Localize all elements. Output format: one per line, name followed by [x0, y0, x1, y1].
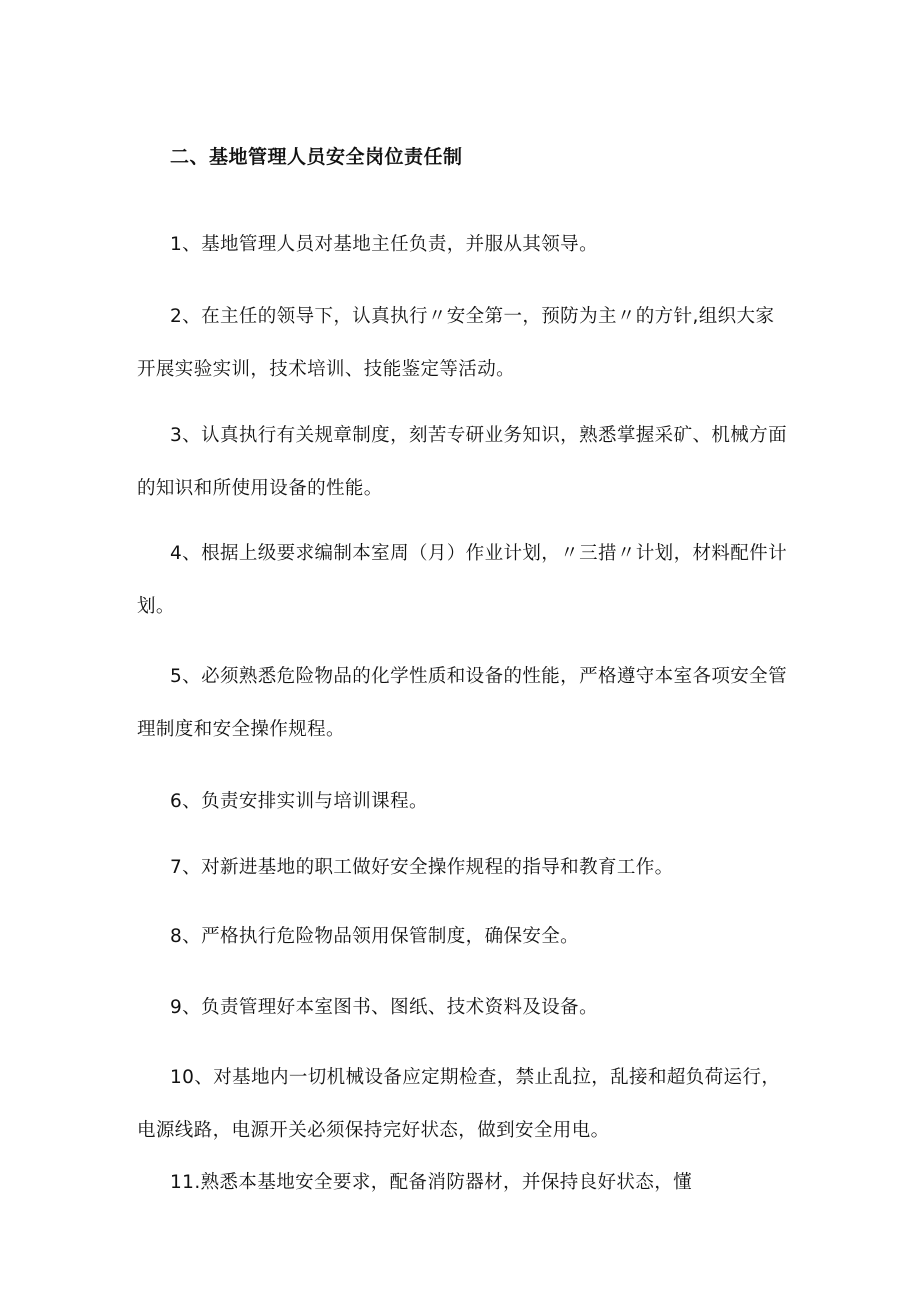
- paragraph-11: 11.熟悉本基地安全要求，配备消防器材，并保持良好状态，懂: [170, 1171, 693, 1193]
- paragraph-4: 4、根据上级要求编制本室周（月）作业计划，〃三措〃计划，材料配件计划。: [137, 542, 787, 617]
- paragraph-5: 5、必须熟悉危险物品的化学性质和设备的性能，严格遵守本室各项安全管理制度和安全操作规程。: [137, 665, 787, 740]
- paragraph-2: 2、在主任的领导下，认真执行〃安全第一，预防为主〃的方针,组织大家开展实验实训，技术培训、技能鉴定等活动。: [137, 305, 775, 380]
- paragraph-7: 7、对新进基地的职工做好安全操作规程的指导和教育工作。: [170, 856, 674, 878]
- paragraph-8: 8、严格执行危险物品领用保管制度，确保安全。: [170, 925, 580, 947]
- section-heading: 二、基地管理人员安全岗位责任制: [170, 146, 463, 168]
- paragraph-10: 10、对基地内一切机械设备应定期检查，禁止乱拉，乱接和超负荷运行，电源线路，电源开关必须保持完好状态，做到安全用电。: [137, 1066, 781, 1141]
- paragraph-1: 1、基地管理人员对基地主任负责，并服从其领导。: [170, 233, 598, 255]
- paragraph-6: 6、负责安排实训与培训课程。: [170, 790, 428, 812]
- paragraph-3: 3、认真执行有关规章制度，刻苦专研业务知识，熟悉掌握采矿、机械方面的知识和所使用设备的性能。: [137, 424, 787, 499]
- paragraph-9: 9、负责管理好本室图书、图纸、技术资料及设备。: [170, 996, 598, 1018]
